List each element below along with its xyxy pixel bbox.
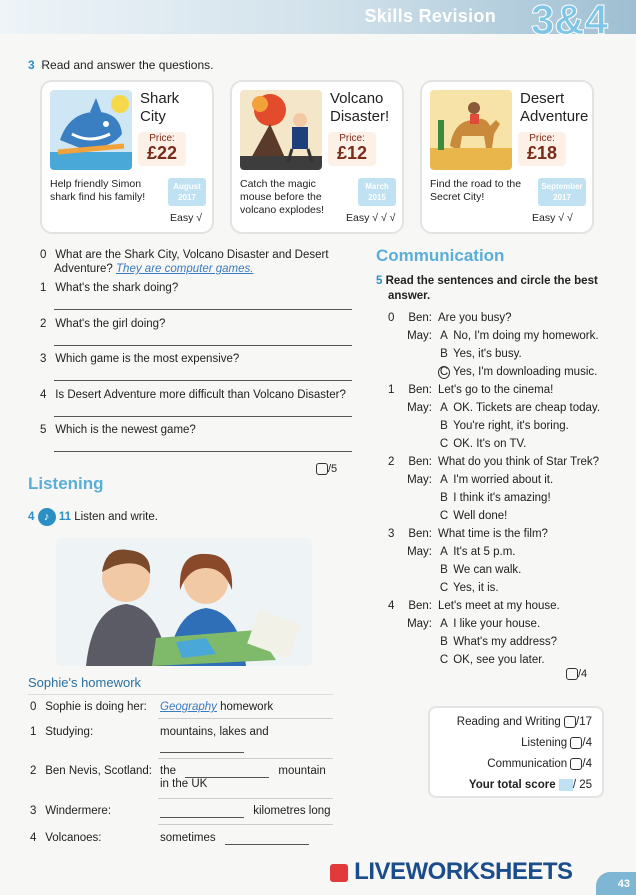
hw-row-3-value	[160, 805, 331, 818]
speaker-label: Ben:	[408, 600, 432, 612]
card-title-line1: Desert	[520, 90, 565, 107]
q3-instruction-line	[28, 58, 213, 72]
divider	[158, 798, 333, 799]
reading-writing-score	[457, 716, 592, 728]
score-label: Reading and Writing	[456, 716, 561, 729]
row-number: 1	[30, 726, 37, 738]
score-box[interactable]	[570, 758, 582, 770]
option-text: Well done!	[453, 510, 508, 522]
card-title-line2: City	[140, 108, 166, 125]
option-text: It's at 5 p.m.	[453, 546, 516, 558]
card-title	[140, 90, 179, 126]
q4-instruction: Listen and write.	[74, 511, 158, 524]
q4-number: 4	[28, 511, 35, 524]
speaker-label: Ben:	[408, 456, 432, 468]
question-text: What are the Shark City, Volcano Disaster and Desert	[55, 249, 329, 261]
communication-score	[487, 758, 592, 770]
total-score	[469, 779, 592, 791]
row-label: Studying:	[45, 726, 94, 738]
score-box[interactable]	[316, 463, 328, 475]
row-post: kilometres long	[253, 805, 331, 817]
game-card-shark-city	[42, 82, 212, 232]
question-5	[40, 423, 196, 437]
example-answer: Geography	[160, 701, 217, 713]
option-letter[interactable]: B	[440, 492, 448, 504]
q5-number: 5	[376, 275, 383, 287]
liveworksheets-logo	[330, 858, 573, 886]
score-box[interactable]	[564, 716, 576, 728]
ben-line	[388, 597, 628, 615]
option-text: You're right, it's boring.	[453, 420, 569, 432]
release-date	[168, 178, 206, 206]
q3-score	[316, 463, 337, 475]
question-number: 4	[40, 389, 47, 401]
divider	[158, 758, 333, 759]
row-label: Sophie is doing her:	[45, 701, 147, 713]
item-number: 1	[388, 384, 395, 396]
hw-row-0-value	[160, 701, 273, 713]
item-number: 2	[388, 456, 395, 468]
answer-line-hw-1[interactable]	[160, 752, 244, 753]
score-box[interactable]	[566, 668, 578, 680]
question-0	[40, 248, 360, 276]
communication-heading: Communication	[376, 246, 505, 265]
listening-score	[521, 737, 592, 749]
card-title	[520, 90, 588, 126]
option-b[interactable]	[388, 489, 628, 507]
release-date	[538, 178, 586, 206]
release-month: September	[541, 182, 583, 191]
q3-instruction: Read and answer the questions.	[41, 58, 214, 72]
q4-instruction-line	[28, 508, 158, 526]
speaker-label: Ben:	[408, 528, 432, 540]
card-description: Catch the magic mouse before the volcano explodes!	[240, 178, 325, 216]
row-number: 3	[30, 805, 37, 817]
hw-row-3	[30, 805, 111, 817]
divider	[28, 694, 333, 695]
option-text: Yes, it's busy.	[453, 348, 522, 360]
card-description: Help friendly Simon shark find his family!	[50, 178, 146, 203]
option-b[interactable]	[388, 417, 628, 435]
answer-line-5[interactable]	[54, 451, 352, 452]
score-label: Your total score	[468, 779, 556, 792]
row-label: Volcanoes:	[45, 832, 102, 844]
release-year: 2015	[368, 193, 386, 202]
option-text: I think it's amazing!	[453, 492, 551, 504]
option-a[interactable]	[388, 615, 628, 633]
listening-illustration	[56, 538, 312, 666]
difficulty: Easy √ √	[532, 212, 573, 224]
question-4	[40, 388, 346, 402]
hw-row-2	[30, 765, 152, 777]
header-unit-number: 3&4	[530, 0, 608, 43]
option-c[interactable]	[388, 579, 628, 597]
dialogue-item	[388, 597, 628, 669]
ben-line	[388, 309, 628, 327]
option-letter[interactable]: A	[440, 546, 448, 558]
question-2	[40, 317, 165, 331]
game-card-desert-adventure	[422, 82, 592, 232]
release-month: March	[365, 182, 389, 191]
speaker-label: Ben:	[408, 384, 432, 396]
card-description: Find the road to the Secret City!	[430, 178, 522, 203]
option-letter[interactable]: C	[439, 582, 449, 594]
ben-line	[388, 381, 628, 399]
score-max: /4	[582, 737, 592, 750]
question-number: 0	[40, 249, 47, 261]
card-title-line1: Shark	[140, 90, 180, 107]
dialogue-item	[388, 381, 628, 453]
question-number: 1	[40, 282, 47, 294]
option-text: Yes, it is.	[453, 582, 499, 594]
price-label: Price:	[149, 133, 175, 144]
score-max: /4	[582, 758, 592, 771]
total-score-box	[428, 706, 604, 798]
item-number: 0	[388, 312, 395, 324]
answer-line-4[interactable]	[54, 416, 352, 417]
question-3	[40, 352, 239, 366]
total-score-field[interactable]	[559, 779, 573, 791]
option-letter[interactable]: A	[440, 402, 448, 414]
option-a[interactable]	[388, 471, 628, 489]
q5-instruction	[376, 274, 616, 304]
hw-row-0	[30, 701, 147, 713]
answer-line-3[interactable]	[54, 380, 352, 381]
card-title-line1: Volcano	[330, 90, 384, 107]
listening-heading: Listening	[28, 474, 104, 493]
option-c[interactable]	[388, 651, 628, 669]
option-a[interactable]	[388, 399, 628, 417]
row-number: 0	[30, 701, 37, 713]
answer-line-hw-3[interactable]	[160, 805, 244, 818]
hw-row-1-value: mountains, lakes and	[160, 726, 269, 738]
volcano-illustration	[240, 90, 322, 170]
question-text: Which is the newest game?	[55, 424, 196, 436]
price-value: £12	[336, 143, 368, 163]
ben-question: Let's meet at my house.	[438, 600, 560, 612]
ben-question: Let's go to the cinema!	[438, 384, 554, 396]
sophies-homework-heading: Sophie's homework	[28, 675, 142, 690]
hw-row-2-value	[160, 765, 326, 790]
divider	[158, 824, 333, 825]
release-date	[358, 178, 396, 206]
ben-question: What do you think of Star Trek?	[438, 456, 600, 468]
option-text: OK, see you later.	[453, 654, 545, 666]
example-answer: They are computer games.	[116, 263, 254, 275]
score-max: /17	[576, 716, 592, 729]
price-tag	[328, 132, 376, 166]
speaker-label: May:	[407, 546, 432, 558]
speaker-label: May:	[407, 474, 432, 486]
ben-question: Are you busy?	[438, 312, 512, 324]
speaker-label: Ben:	[408, 312, 432, 324]
question-text-cont: Adventure?	[54, 263, 113, 275]
item-number: 3	[388, 528, 395, 540]
option-a[interactable]	[388, 327, 628, 345]
divider	[158, 718, 333, 719]
option-letter[interactable]: B	[440, 348, 448, 360]
question-number: 3	[40, 353, 47, 365]
camel-illustration	[430, 90, 512, 170]
option-c[interactable]	[388, 363, 628, 381]
q5-instruction-line1: Read the sentences and circle the best	[385, 275, 598, 287]
score-max: / 25	[572, 779, 592, 792]
price-tag	[138, 132, 186, 166]
card-title-line2: Disaster!	[330, 108, 390, 125]
question-number: 2	[40, 318, 47, 330]
hw-row-4-value	[160, 832, 309, 845]
question-number: 5	[40, 424, 47, 436]
option-letter[interactable]: C	[439, 366, 449, 378]
question-text: What's the shark doing?	[55, 282, 179, 294]
score-label: Communication	[487, 758, 568, 771]
release-year: 2017	[178, 193, 196, 202]
difficulty: Easy √ √ √	[346, 212, 396, 224]
answer-line-hw-4[interactable]	[225, 832, 309, 845]
row-post: mountain	[278, 765, 326, 777]
page-number: 43	[596, 872, 636, 895]
option-b[interactable]	[388, 561, 628, 579]
row-number: 2	[30, 765, 37, 777]
option-text: What's my address?	[453, 636, 558, 648]
question-text: What's the girl doing?	[55, 318, 166, 330]
option-text: OK. Tickets are cheap today.	[453, 402, 601, 414]
row-pre: the	[160, 765, 176, 777]
option-text: We can walk.	[453, 564, 522, 576]
row-post: homework	[220, 701, 274, 713]
speaker-label: May:	[407, 330, 432, 342]
q5-instruction-line2: answer.	[388, 290, 431, 302]
price-value: £22	[146, 143, 178, 163]
hw-row-4	[30, 832, 101, 844]
score-label: Listening	[521, 737, 568, 750]
header-title: Skills Revision	[364, 6, 496, 26]
option-text: I like your house.	[453, 618, 541, 630]
question-1	[40, 281, 178, 295]
option-letter[interactable]: B	[440, 564, 448, 576]
dialogue-item	[388, 453, 628, 525]
logo-text: LIVEWORKSHEETS	[354, 858, 573, 885]
release-year: 2017	[553, 193, 571, 202]
price-tag	[518, 132, 566, 166]
q5-score	[566, 668, 587, 680]
row-label: Windermere:	[45, 805, 112, 817]
question-text: Is Desert Adventure more difficult than Volcano Disaster?	[55, 389, 346, 401]
row-line2: in the UK	[160, 778, 208, 790]
answer-line-1[interactable]	[54, 309, 352, 310]
ben-question: What time is the film?	[438, 528, 548, 540]
row-pre: sometimes	[160, 832, 216, 844]
dialogue-item	[388, 309, 628, 381]
option-letter[interactable]: A	[440, 330, 448, 342]
shark-illustration	[50, 90, 132, 170]
answer-line-hw-2[interactable]	[185, 765, 269, 778]
price-label: Price:	[339, 133, 365, 144]
option-c[interactable]	[388, 507, 628, 525]
option-b[interactable]	[388, 345, 628, 363]
option-a[interactable]	[388, 543, 628, 561]
option-letter[interactable]: B	[440, 636, 448, 648]
difficulty: Easy √	[170, 212, 203, 224]
option-letter[interactable]: B	[440, 420, 448, 432]
option-letter[interactable]: C	[439, 510, 449, 522]
card-title	[330, 90, 389, 126]
release-month: August	[173, 182, 201, 191]
ben-line	[388, 453, 628, 471]
option-letter[interactable]: C	[439, 438, 449, 450]
score-max: /5	[328, 463, 338, 475]
speaker-label: May:	[407, 402, 432, 414]
row-label: Ben Nevis, Scotland:	[45, 765, 152, 777]
speaker-label: May:	[407, 618, 432, 630]
item-number: 4	[388, 600, 395, 612]
track-number: 11	[58, 511, 71, 524]
hw-row-1	[30, 726, 93, 738]
question-text: Which game is the most expensive?	[55, 353, 240, 365]
ben-line	[388, 525, 628, 543]
audio-play-icon[interactable]: ♪	[38, 508, 56, 526]
option-letter[interactable]: A	[440, 618, 448, 630]
card-title-line2: Adventure	[520, 108, 589, 125]
option-c[interactable]	[388, 435, 628, 453]
logo-icon	[330, 864, 348, 882]
option-letter[interactable]: A	[440, 474, 448, 486]
option-b[interactable]	[388, 633, 628, 651]
option-text: Yes, I'm downloading music.	[453, 366, 598, 378]
score-box[interactable]	[570, 737, 582, 749]
q3-number: 3	[28, 58, 35, 72]
option-letter[interactable]: C	[439, 654, 449, 666]
option-text: No, I'm doing my homework.	[453, 330, 599, 342]
game-card-volcano-disaster	[232, 82, 402, 232]
score-max: /4	[578, 668, 588, 680]
dialogue-item	[388, 525, 628, 597]
row-number: 4	[30, 832, 37, 844]
dialogue-list	[388, 309, 628, 669]
price-label: Price:	[529, 133, 555, 144]
option-text: I'm worried about it.	[453, 474, 554, 486]
price-value: £18	[526, 143, 558, 163]
answer-line-2[interactable]	[54, 345, 352, 346]
option-text: OK. It's on TV.	[453, 438, 527, 450]
